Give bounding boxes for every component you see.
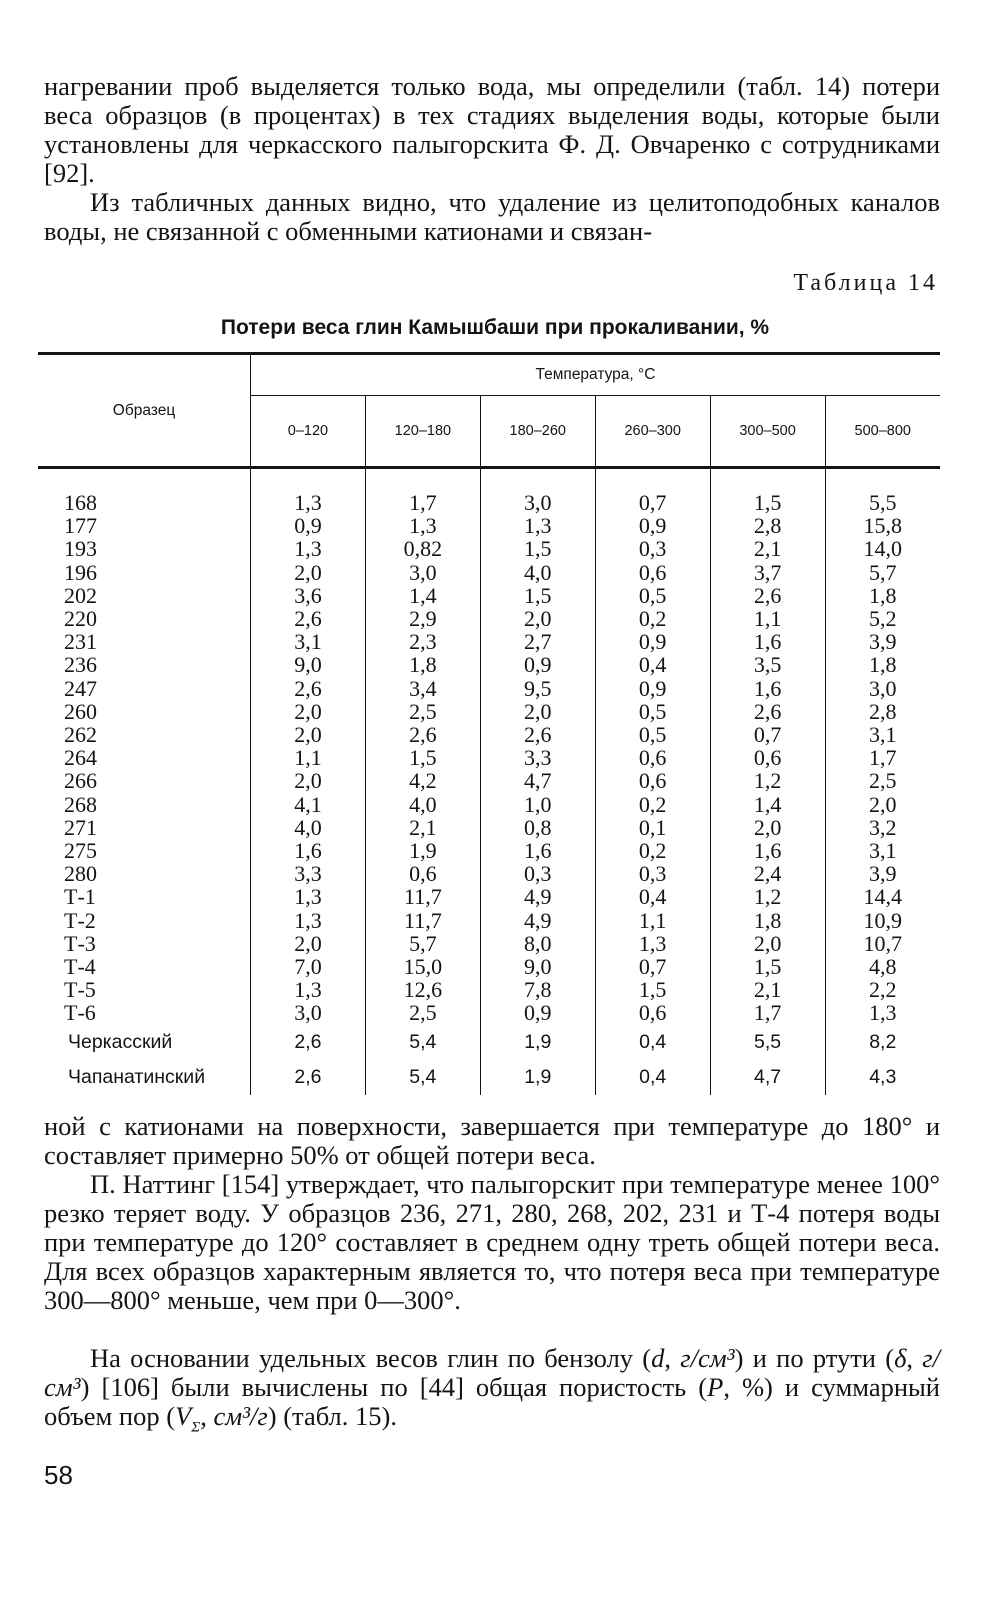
header-range: 500–800 bbox=[825, 396, 940, 468]
table-body bbox=[38, 468, 940, 1095]
value-cell: 1,6 bbox=[480, 839, 595, 862]
sample-cell: 220 bbox=[38, 607, 251, 630]
value-cell: 0,7 bbox=[710, 723, 825, 746]
value-cell: 1,7 bbox=[869, 745, 897, 771]
value-cell: 1,2 bbox=[710, 769, 825, 792]
value-cell: 4,7 bbox=[480, 769, 595, 792]
value-cell: 1,2 bbox=[710, 885, 825, 908]
value-cell: 2,1 bbox=[710, 537, 825, 560]
page-number: 58 bbox=[44, 1460, 73, 1490]
weight-loss-table bbox=[38, 352, 940, 1095]
value-cell: 14,0 bbox=[863, 536, 903, 562]
value-cell: 7,8 bbox=[480, 978, 595, 1001]
table-row bbox=[38, 723, 940, 746]
value-cell: 10,9 bbox=[863, 907, 903, 933]
value-cell: 0,4 bbox=[595, 653, 710, 676]
value-cell: 4,1 bbox=[251, 793, 366, 816]
value-cell: 9,0 bbox=[251, 653, 366, 676]
value-cell: 4,0 bbox=[365, 793, 480, 816]
sample-cell: 168 bbox=[38, 468, 251, 515]
value-cell: 1,8 bbox=[869, 652, 897, 678]
value-cell: 2,6 bbox=[365, 723, 480, 746]
value-cell: 3,0 bbox=[251, 1001, 366, 1024]
value-cell: 0,4 bbox=[595, 1060, 710, 1095]
sample-cell: 262 bbox=[38, 723, 251, 746]
table-row bbox=[38, 769, 940, 792]
value-cell: 1,3 bbox=[251, 909, 366, 932]
table-row bbox=[38, 653, 940, 676]
value-cell: 1,3 bbox=[869, 1000, 897, 1026]
value-cell: 0,5 bbox=[595, 723, 710, 746]
value-cell: 1,5 bbox=[480, 537, 595, 560]
value-cell: 4,0 bbox=[480, 561, 595, 584]
value-cell: 2,0 bbox=[251, 561, 366, 584]
paragraph-natting: П. Наттинг [154] утверждает, что палыгорскит при температуре менее 100° резко теряет воду. У образцов 236, 271, 280, 268, 202, 231 и Т-4 потеря воды при температуре до 120° составляет в среднем одну треть общей потери веса. Для всех образцов характерным является то, что потеря веса при температуре 300—800° меньше, чем при 0—300°. bbox=[44, 1169, 940, 1315]
value-cell: 11,7 bbox=[365, 909, 480, 932]
value-cell: 1,5 bbox=[365, 746, 480, 769]
value-cell: 1,5 bbox=[480, 584, 595, 607]
value-cell: 0,2 bbox=[595, 839, 710, 862]
value-cell: 0,3 bbox=[480, 862, 595, 885]
value-cell: 2,0 bbox=[480, 700, 595, 723]
value-cell: 5,4 bbox=[365, 1060, 480, 1095]
value-cell: 4,8 bbox=[869, 954, 897, 980]
value-cell: 7,0 bbox=[251, 955, 366, 978]
sample-cell: Чапанатинский bbox=[38, 1060, 251, 1095]
value-cell: 0,9 bbox=[595, 677, 710, 700]
value-cell: 1,0 bbox=[480, 793, 595, 816]
value-cell: 1,3 bbox=[251, 537, 366, 560]
value-cell: 1,9 bbox=[365, 839, 480, 862]
value-cell: 1,5 bbox=[710, 468, 825, 515]
value-cell: 2,1 bbox=[710, 978, 825, 1001]
value-cell: 1,5 bbox=[710, 955, 825, 978]
value-cell: 1,8 bbox=[869, 582, 897, 608]
value-cell: 9,0 bbox=[480, 955, 595, 978]
table-title: Потери веса глин Камышбаши при прокаливании, % bbox=[220, 316, 770, 339]
sample-cell: Черкасский bbox=[38, 1025, 251, 1060]
value-cell: 1,5 bbox=[595, 978, 710, 1001]
value-cell: 2,5 bbox=[365, 1001, 480, 1024]
value-cell: 15,0 bbox=[365, 955, 480, 978]
value-cell: 1,9 bbox=[480, 1060, 595, 1095]
value-cell: 1,3 bbox=[365, 514, 480, 537]
sample-cell: 268 bbox=[38, 793, 251, 816]
paragraph-result: ной с катионами на поверхности, завершается при температуре до 180° и составляет примерно 50% от общей потери веса. bbox=[44, 1111, 940, 1170]
table-number: Таблица 14 bbox=[793, 270, 938, 296]
value-cell: 2,5 bbox=[365, 700, 480, 723]
value-cell: 2,5 bbox=[869, 768, 897, 794]
value-cell: 3,0 bbox=[869, 675, 897, 701]
sample-cell: 177 bbox=[38, 514, 251, 537]
value-cell: 0,7 bbox=[595, 468, 710, 515]
table-row bbox=[38, 514, 940, 537]
value-cell: 1,4 bbox=[710, 793, 825, 816]
value-cell: 2,0 bbox=[251, 700, 366, 723]
sample-cell: Т-4 bbox=[38, 955, 251, 978]
value-cell: 0,6 bbox=[365, 862, 480, 885]
value-cell: 2,0 bbox=[251, 723, 366, 746]
value-cell: 3,5 bbox=[710, 653, 825, 676]
value-cell: 2,0 bbox=[869, 791, 897, 817]
value-cell: 2,9 bbox=[365, 607, 480, 630]
value-cell: 4,0 bbox=[251, 816, 366, 839]
value-cell: 2,0 bbox=[710, 816, 825, 839]
header-range: 120–180 bbox=[365, 396, 480, 468]
value-cell: 0,3 bbox=[595, 862, 710, 885]
value-cell: 10,7 bbox=[863, 930, 903, 956]
header-range: 0–120 bbox=[251, 396, 366, 468]
value-cell: 0,2 bbox=[595, 607, 710, 630]
value-cell: 1,9 bbox=[480, 1025, 595, 1060]
sample-cell: 247 bbox=[38, 677, 251, 700]
value-cell: 2,0 bbox=[251, 932, 366, 955]
value-cell: 2,3 bbox=[365, 630, 480, 653]
value-cell: 3,1 bbox=[251, 630, 366, 653]
value-cell: 1,3 bbox=[595, 932, 710, 955]
value-cell: 0,9 bbox=[251, 514, 366, 537]
value-cell: 1,1 bbox=[710, 607, 825, 630]
sample-cell: Т-5 bbox=[38, 978, 251, 1001]
sample-cell: 236 bbox=[38, 653, 251, 676]
sample-cell: 266 bbox=[38, 769, 251, 792]
value-cell: 4,2 bbox=[365, 769, 480, 792]
value-cell: 1,7 bbox=[365, 468, 480, 515]
value-cell: 5,7 bbox=[869, 559, 897, 585]
value-cell: 1,6 bbox=[710, 677, 825, 700]
value-cell: 4,3 bbox=[869, 1065, 897, 1088]
value-cell: 3,9 bbox=[869, 861, 897, 887]
table-row bbox=[38, 793, 940, 816]
sample-cell: 271 bbox=[38, 816, 251, 839]
table-row bbox=[38, 839, 940, 862]
value-cell: 0,9 bbox=[595, 630, 710, 653]
value-cell: 1,3 bbox=[251, 885, 366, 908]
value-cell: 2,0 bbox=[251, 769, 366, 792]
table-row bbox=[38, 584, 940, 607]
value-cell: 3,3 bbox=[251, 862, 366, 885]
value-cell: 0,6 bbox=[595, 769, 710, 792]
sample-cell: 264 bbox=[38, 746, 251, 769]
table-row bbox=[38, 862, 940, 885]
value-cell: 2,6 bbox=[710, 700, 825, 723]
value-cell: 3,0 bbox=[365, 561, 480, 584]
value-cell: 2,1 bbox=[365, 816, 480, 839]
value-cell: 2,8 bbox=[710, 514, 825, 537]
sample-cell: Т-3 bbox=[38, 932, 251, 955]
table-row bbox=[38, 1025, 940, 1060]
value-cell: 2,4 bbox=[710, 862, 825, 885]
value-cell: 2,7 bbox=[480, 630, 595, 653]
value-cell: 1,3 bbox=[251, 468, 366, 515]
value-cell: 3,1 bbox=[869, 722, 897, 748]
value-cell: 0,82 bbox=[365, 537, 480, 560]
value-cell: 2,6 bbox=[480, 723, 595, 746]
sample-cell: 231 bbox=[38, 630, 251, 653]
value-cell: 1,3 bbox=[251, 978, 366, 1001]
value-cell: 5,2 bbox=[869, 606, 897, 632]
sample-cell: Т-6 bbox=[38, 1001, 251, 1024]
table-row bbox=[38, 978, 940, 1001]
value-cell: 2,8 bbox=[869, 698, 897, 724]
header-range: 260–300 bbox=[595, 396, 710, 468]
value-cell: 1,6 bbox=[710, 630, 825, 653]
value-cell: 4,7 bbox=[710, 1060, 825, 1095]
value-cell: 0,7 bbox=[595, 955, 710, 978]
value-cell: 0,5 bbox=[595, 584, 710, 607]
table-row bbox=[38, 700, 940, 723]
value-cell: 2,6 bbox=[251, 1060, 366, 1095]
table-row bbox=[38, 561, 940, 584]
value-cell: 1,1 bbox=[251, 746, 366, 769]
value-cell: 3,2 bbox=[869, 814, 897, 840]
value-cell: 3,7 bbox=[710, 561, 825, 584]
value-cell: 12,6 bbox=[365, 978, 480, 1001]
value-cell: 2,6 bbox=[251, 607, 366, 630]
table-row bbox=[38, 885, 940, 908]
value-cell: 0,5 bbox=[595, 700, 710, 723]
paragraph-intro: нагревании проб выделяется только вода, мы определили (табл. 14) потери веса образцов (в процентах) в тех стадиях выделения воды, которые были установлены для черкасского палыгорскита Ф. Д. Овчаренко с сотрудниками [92]. bbox=[44, 71, 940, 188]
value-cell: 1,8 bbox=[365, 653, 480, 676]
value-cell: 5,5 bbox=[869, 490, 897, 515]
value-cell: 2,6 bbox=[251, 677, 366, 700]
value-cell: 0,1 bbox=[595, 816, 710, 839]
value-cell: 15,8 bbox=[863, 513, 903, 539]
value-cell: 0,4 bbox=[595, 1025, 710, 1060]
table-row bbox=[38, 468, 940, 515]
value-cell: 3,3 bbox=[480, 746, 595, 769]
value-cell: 3,6 bbox=[251, 584, 366, 607]
value-cell: 9,5 bbox=[480, 677, 595, 700]
sample-cell: 275 bbox=[38, 839, 251, 862]
value-cell: 0,9 bbox=[480, 653, 595, 676]
sample-cell: 260 bbox=[38, 700, 251, 723]
paragraph-porosity: На основании удельных весов глин по бензолу (d, г/см³) и по ртути (δ, г/см³) [106] были вычислены по [44] общая пористость (P, %) и суммарный объем пор ($V_\Sigma$, см³/г) (табл. 15). bbox=[44, 1343, 940, 1436]
value-cell: 0,9 bbox=[480, 1001, 595, 1024]
value-cell: 3,4 bbox=[365, 677, 480, 700]
table-row bbox=[38, 1001, 940, 1024]
sample-cell: 196 bbox=[38, 561, 251, 584]
value-cell: 2,0 bbox=[480, 607, 595, 630]
table-row bbox=[38, 630, 940, 653]
sample-cell: Т-2 bbox=[38, 909, 251, 932]
table-row bbox=[38, 955, 940, 978]
value-cell: 14,4 bbox=[863, 884, 903, 910]
table-row bbox=[38, 932, 940, 955]
value-cell: 1,7 bbox=[710, 1001, 825, 1024]
header-temperature: Температура, °С bbox=[251, 354, 941, 396]
value-cell: 0,2 bbox=[595, 793, 710, 816]
value-cell: 1,6 bbox=[710, 839, 825, 862]
value-cell: 1,1 bbox=[595, 909, 710, 932]
table-row bbox=[38, 816, 940, 839]
value-cell: 3,0 bbox=[480, 468, 595, 515]
table-row bbox=[38, 746, 940, 769]
value-cell: 3,1 bbox=[869, 838, 897, 864]
value-cell: 0,6 bbox=[595, 1001, 710, 1024]
value-cell: 0,6 bbox=[710, 746, 825, 769]
value-cell: 0,6 bbox=[595, 561, 710, 584]
value-cell: 0,3 bbox=[595, 537, 710, 560]
table-row bbox=[38, 1060, 940, 1095]
header-range: 180–260 bbox=[480, 396, 595, 468]
value-cell: 3,9 bbox=[869, 629, 897, 655]
paragraph-observation: Из табличных данных видно, что удаление из целитоподобных каналов воды, не связанной с обменными катионами и связан- bbox=[44, 187, 940, 246]
value-cell: 0,4 bbox=[595, 885, 710, 908]
value-cell: 5,5 bbox=[710, 1025, 825, 1060]
value-cell: 11,7 bbox=[365, 885, 480, 908]
table-row bbox=[38, 537, 940, 560]
header-sample: Образец bbox=[38, 354, 251, 468]
value-cell: 4,9 bbox=[480, 885, 595, 908]
sample-cell: 280 bbox=[38, 862, 251, 885]
value-cell: 1,8 bbox=[710, 909, 825, 932]
table-row bbox=[38, 607, 940, 630]
value-cell: 0,6 bbox=[595, 746, 710, 769]
value-cell: 8,0 bbox=[480, 932, 595, 955]
sample-cell: 202 bbox=[38, 584, 251, 607]
table-row bbox=[38, 677, 940, 700]
value-cell: 2,0 bbox=[710, 932, 825, 955]
value-cell: 0,9 bbox=[595, 514, 710, 537]
value-cell: 1,3 bbox=[480, 514, 595, 537]
table-row bbox=[38, 909, 940, 932]
value-cell: 5,4 bbox=[365, 1025, 480, 1060]
value-cell: 2,6 bbox=[251, 1025, 366, 1060]
value-cell: 8,2 bbox=[869, 1030, 897, 1053]
value-cell: 1,6 bbox=[251, 839, 366, 862]
value-cell: 1,4 bbox=[365, 584, 480, 607]
value-cell: 4,9 bbox=[480, 909, 595, 932]
sample-cell: Т-1 bbox=[38, 885, 251, 908]
value-cell: 5,7 bbox=[365, 932, 480, 955]
value-cell: 2,2 bbox=[869, 977, 897, 1003]
value-cell: 2,6 bbox=[710, 584, 825, 607]
value-cell: 0,8 bbox=[480, 816, 595, 839]
sample-cell: 193 bbox=[38, 537, 251, 560]
header-range: 300–500 bbox=[710, 396, 825, 468]
